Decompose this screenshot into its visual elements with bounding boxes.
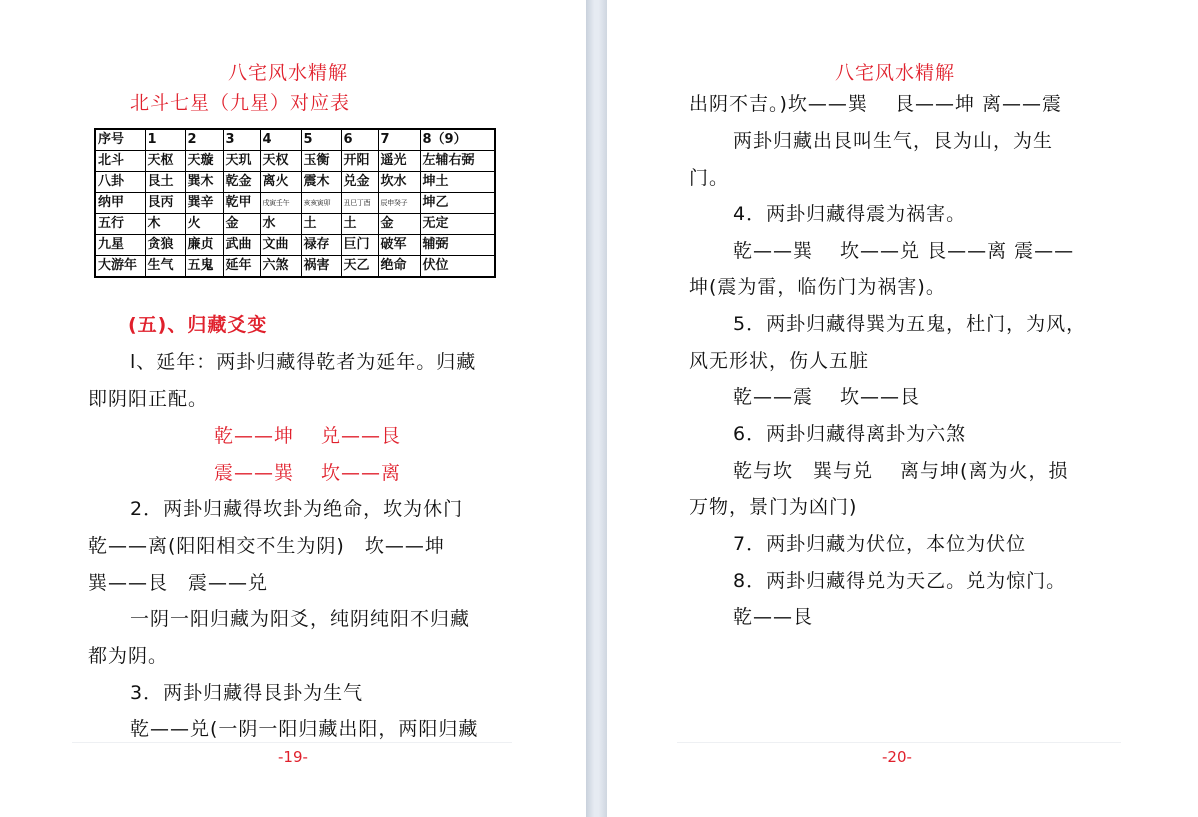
table-cell: 艮土 xyxy=(145,172,185,193)
table-cell: 7 xyxy=(378,129,420,151)
table-cell: 开阳 xyxy=(341,151,378,172)
text-line: 风无形状，伤人五脏 xyxy=(689,350,870,372)
table-cell: 1 xyxy=(145,129,185,151)
table-cell: 禄存 xyxy=(301,235,341,256)
table-cell: 大游年 xyxy=(95,256,145,278)
table-cell: 水 xyxy=(260,214,301,235)
table-cell: 坎水 xyxy=(378,172,420,193)
table-cell: 破军 xyxy=(378,235,420,256)
running-header: 八宅风水精解 xyxy=(228,62,349,84)
table-cell: 天权 xyxy=(260,151,301,172)
table-cell: 兑金 xyxy=(341,172,378,193)
running-header: 八宅风水精解 xyxy=(835,62,956,84)
table-cell: 序号 xyxy=(95,129,145,151)
table-cell: 坤乙 xyxy=(420,193,495,214)
text-line: 5．两卦归藏得巽为五鬼，杜门，为风， xyxy=(733,313,1087,335)
table-cell: 4 xyxy=(260,129,301,151)
table-cell: 天枢 xyxy=(145,151,185,172)
table-cell: 木 xyxy=(145,214,185,235)
table-cell: 3 xyxy=(223,129,260,151)
table-cell: 艮丙 xyxy=(145,193,185,214)
text-line: 乾——兑(一阴一阳归藏出阳，两阳归藏 xyxy=(130,718,479,740)
footer-rule xyxy=(72,742,512,743)
table-cell: 戌寅壬午 xyxy=(260,193,301,214)
text-line: 6．两卦归藏得离卦为六煞 xyxy=(733,423,967,445)
table-cell: 贪狼 xyxy=(145,235,185,256)
text-line: 出阴不吉。)坎——巽 艮——坤 离——震 xyxy=(689,93,1062,115)
text-line: 巽——艮 震——兑 xyxy=(88,572,269,594)
table-cell: 6 xyxy=(341,129,378,151)
text-line: 4．两卦归藏得震为祸害。 xyxy=(733,203,967,225)
table-cell: 金 xyxy=(378,214,420,235)
page-19 xyxy=(0,0,586,817)
table-cell: 土 xyxy=(301,214,341,235)
table-row xyxy=(95,256,495,278)
table-cell: 震木 xyxy=(301,172,341,193)
footer-rule xyxy=(677,742,1121,743)
table-cell: 离火 xyxy=(260,172,301,193)
page-gutter xyxy=(586,0,607,817)
table-cell: 天乙 xyxy=(341,256,378,278)
table-cell: 绝命 xyxy=(378,256,420,278)
table-cell: 巨门 xyxy=(341,235,378,256)
table-cell: 8（9） xyxy=(420,129,495,151)
text-line: 乾——离(阳阳相交不生为阴) 坎——坤 xyxy=(88,535,445,557)
table-cell: 5 xyxy=(301,129,341,151)
table-cell: 玉衡 xyxy=(301,151,341,172)
page-20 xyxy=(607,0,1198,817)
table-row xyxy=(95,235,495,256)
table-cell: 九星 xyxy=(95,235,145,256)
table-cell: 丑巳丁酉 xyxy=(341,193,378,214)
text-line: 万物，景门为凶门) xyxy=(689,496,858,518)
table-cell: 遥光 xyxy=(378,151,420,172)
text-line: 门。 xyxy=(689,167,730,189)
text-line: 2．两卦归藏得坎卦为绝命，坎为休门 xyxy=(130,498,464,520)
text-line: 乾与坎 巽与兑 离与坤(离为火，损 xyxy=(733,460,1069,482)
table-cell: 乾甲 xyxy=(223,193,260,214)
table-cell: 北斗 xyxy=(95,151,145,172)
text-line: 乾——巽 坎——兑 艮——离 震—— xyxy=(733,240,1075,262)
table-row xyxy=(95,172,495,193)
table-cell: 火 xyxy=(185,214,223,235)
star-correspondence-table xyxy=(94,128,496,278)
table-cell: 武曲 xyxy=(223,235,260,256)
text-line: 两卦归藏出艮叫生气，艮为山，为生 xyxy=(733,130,1054,152)
text-line: l、延年：两卦归藏得乾者为延年。归藏 xyxy=(130,351,477,373)
table-cell: 无定 xyxy=(420,214,495,235)
text-line: 即阴阳正配。 xyxy=(88,388,209,410)
text-line: 都为阴。 xyxy=(88,645,169,667)
table-cell: 伏位 xyxy=(420,256,495,278)
table-row xyxy=(95,193,495,214)
table-cell: 生气 xyxy=(145,256,185,278)
text-line-red: 乾——坤 兑——艮 xyxy=(214,425,402,447)
table-cell: 金 xyxy=(223,214,260,235)
table-title: 北斗七星（九星）对应表 xyxy=(130,92,351,114)
text-line: 8．两卦归藏得兑为天乙。兑为惊门。 xyxy=(733,570,1067,592)
table-cell: 廉贞 xyxy=(185,235,223,256)
table-row xyxy=(95,214,495,235)
table-cell: 乾金 xyxy=(223,172,260,193)
table-cell: 2 xyxy=(185,129,223,151)
table-cell: 巽辛 xyxy=(185,193,223,214)
table-cell: 五鬼 xyxy=(185,256,223,278)
text-line: 3．两卦归藏得艮卦为生气 xyxy=(130,682,364,704)
text-line: 7．两卦归藏为伏位，本位为伏位 xyxy=(733,533,1027,555)
page-number: -20- xyxy=(882,748,912,766)
text-line: 坤(震为雷，临伤门为祸害)。 xyxy=(689,276,946,298)
table-row xyxy=(95,129,495,151)
table-cell: 亥亥寅卯 xyxy=(301,193,341,214)
table-row xyxy=(95,151,495,172)
table-cell: 延年 xyxy=(223,256,260,278)
table-cell: 六煞 xyxy=(260,256,301,278)
table-cell: 天玑 xyxy=(223,151,260,172)
table-cell: 纳甲 xyxy=(95,193,145,214)
table-cell: 巽木 xyxy=(185,172,223,193)
text-line-red: 震——巽 坎——离 xyxy=(214,462,402,484)
table-cell: 辰申癸子 xyxy=(378,193,420,214)
table-cell: 祸害 xyxy=(301,256,341,278)
table-cell: 天璇 xyxy=(185,151,223,172)
table-cell: 坤土 xyxy=(420,172,495,193)
table-cell: 八卦 xyxy=(95,172,145,193)
text-line: 一阴一阳归藏为阳爻，纯阴纯阳不归藏 xyxy=(130,608,471,630)
table-cell: 土 xyxy=(341,214,378,235)
table-cell: 文曲 xyxy=(260,235,301,256)
table-cell: 左辅右弼 xyxy=(420,151,495,172)
page-number: -19- xyxy=(278,748,308,766)
table-cell: 辅弼 xyxy=(420,235,495,256)
text-line: 乾——艮 xyxy=(733,606,814,628)
text-line: 乾——震 坎——艮 xyxy=(733,386,921,408)
section-heading: (五)、归藏爻变 xyxy=(128,314,268,336)
table-cell: 五行 xyxy=(95,214,145,235)
